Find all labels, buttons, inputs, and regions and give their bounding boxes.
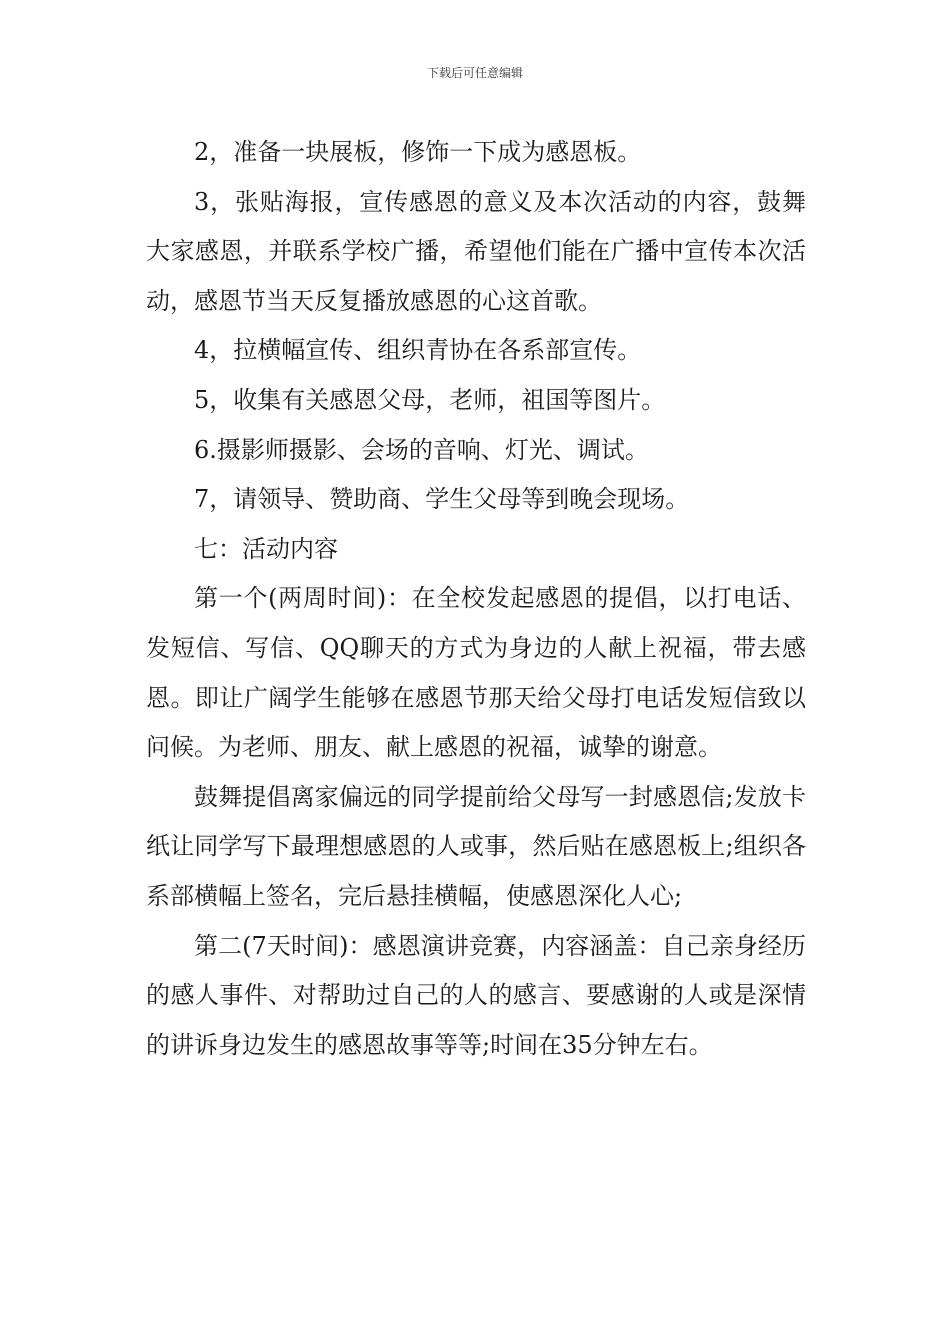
paragraph-item-2: 2，准备一块展板，修饰一下成为感恩板。	[194, 138, 642, 166]
paragraph-item-7: 7，请领导、赞助商、学生父母等到晚会现场。	[194, 485, 690, 514]
document-body	[146, 128, 806, 1070]
paragraph-item-6: 6.摄影师摄影、会场的音响、灯光、调试。	[194, 435, 649, 464]
paragraph-item-3: 3，张贴海报，宣传感恩的意义及本次活动的内容，鼓舞大家感恩，并联系学校广播，希望他们能在广播中宣传本次活动，感恩节当天反复播放感恩的心这首歌。	[146, 187, 806, 315]
section-heading: 七：活动内容	[194, 534, 338, 563]
paragraph-item-4: 4，拉横幅宣传、组织青协在各系部宣传。	[194, 336, 642, 365]
page-header: 下载后可任意编辑	[426, 66, 523, 80]
paragraph-item-5: 5，收集有关感恩父母，老师，祖国等图片。	[194, 385, 666, 414]
paragraph-second-activity: 第二(7天时间)：感恩演讲竞赛，内容涵盖：自己亲身经历的感人事件、对帮助过自己的人的感言、要感谢的人或是深情的讲诉身边发生的感恩故事等等;时间在35分钟左右。	[146, 931, 806, 1059]
paragraph-encourage: 鼓舞提倡离家偏远的同学提前给父母写一封感恩信;发放卡纸让同学写下最理想感恩的人或事，然后贴在感恩板上;组织各系部横幅上签名，完后悬挂横幅，使感恩深化人心;	[146, 782, 806, 910]
paragraph-first-activity: 第一个(两周时间)：在全校发起感恩的提倡，以打电话、发短信、写信、QQ聊天的方式为身边的人献上祝福，带去感恩。即让广阔学生能够在感恩节那天给父母打电话发短信致以问候。为老师、朋友、献上感恩的祝福，诚挚的谢意。	[146, 584, 806, 762]
